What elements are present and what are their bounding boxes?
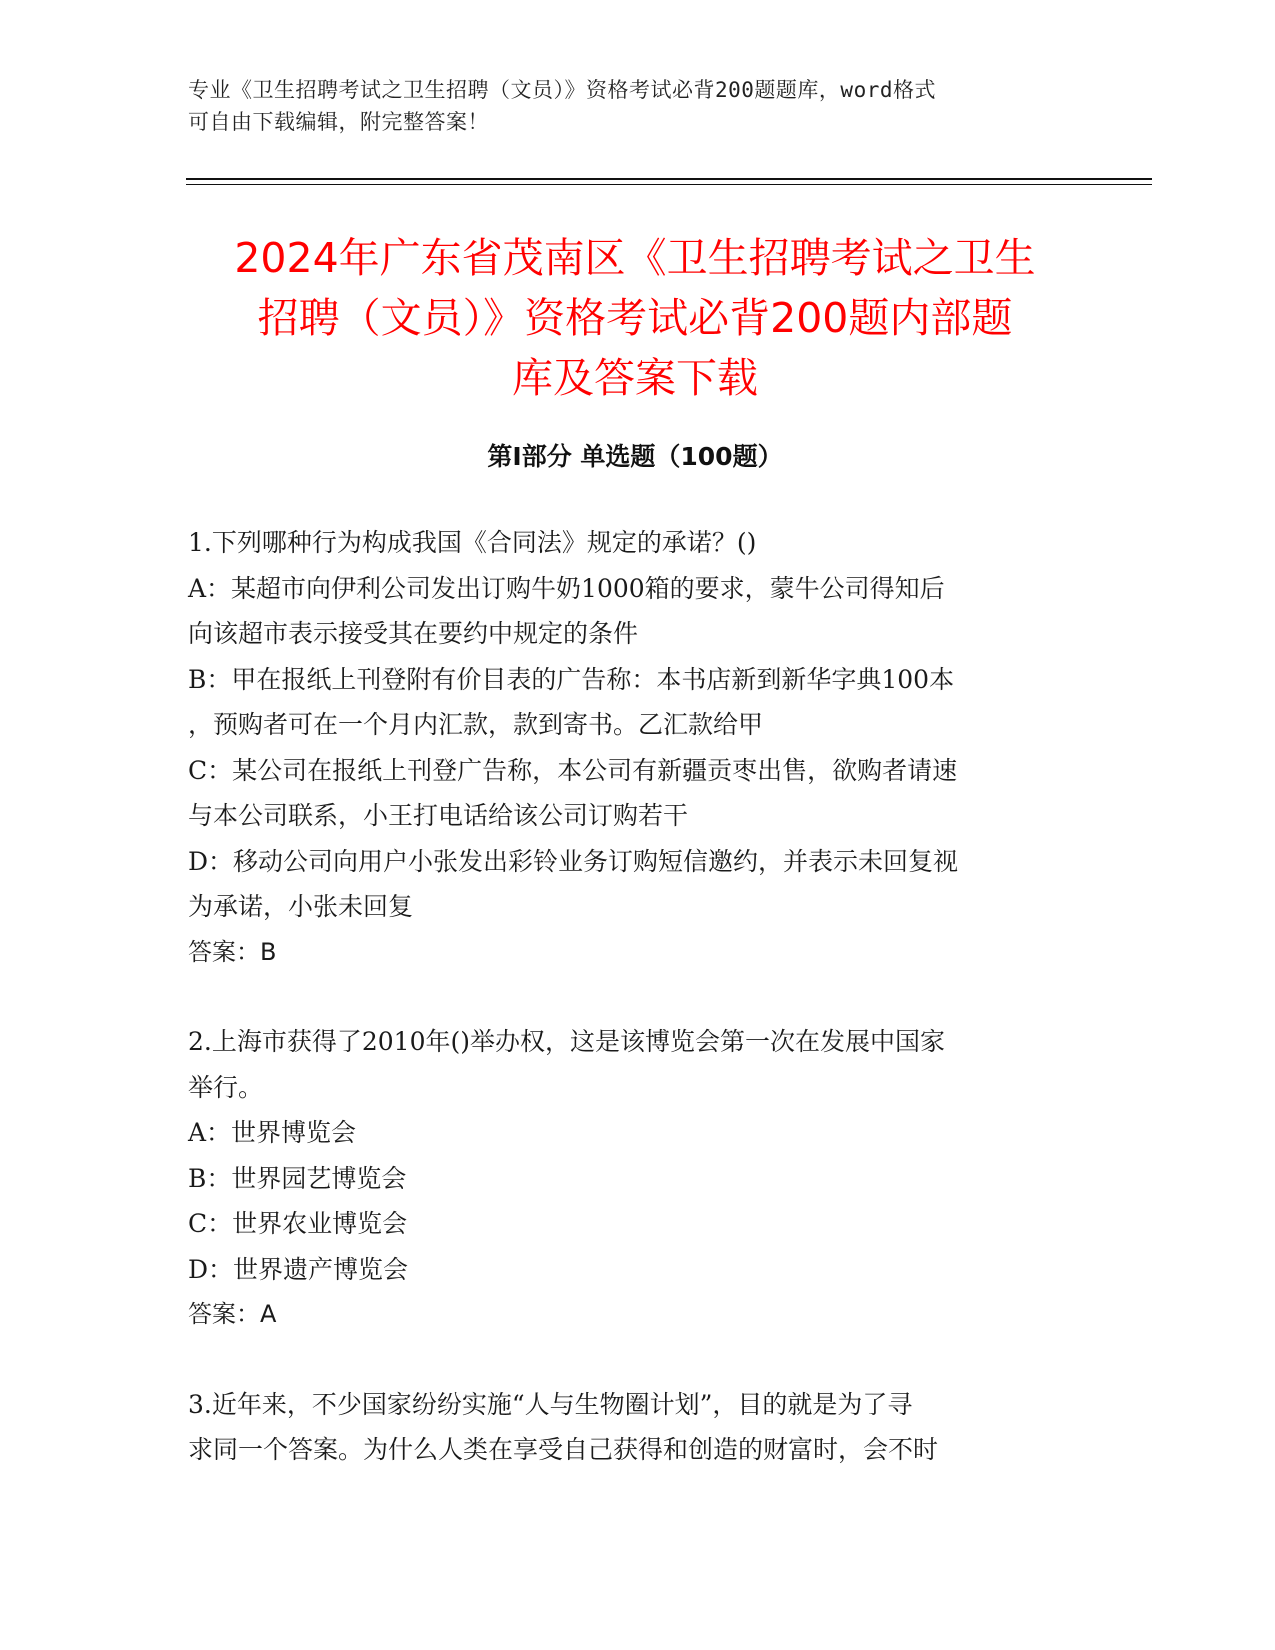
question-3 [188,1382,1068,1473]
question-stem: 举行。 [188,1072,264,1102]
header-rule-thin [186,184,1152,185]
option-a [188,566,1068,657]
option-b [188,657,1068,748]
question-list [188,520,1068,1517]
question-stem: 求同一个答案。为什么人类在享受自己获得和创造的财富时，会不时 [188,1435,939,1464]
answer-label: 答案：A [188,1300,277,1328]
header-note-line: 专业《卫生招聘考试之卫生招聘（文员）》资格考试必背200题题库，word格式 [188,78,936,102]
header-rule [186,178,1152,180]
section-title: 第Ⅰ部分 单选题（100题） [487,442,783,471]
question-stem: 1.下列哪种行为构成我国《合同法》规定的承诺？() [188,528,757,557]
question-stem: 3.近年来，不少国家纷纷实施“人与生物圈计划”，目的就是为了寻 [188,1389,913,1419]
title-line: 库及答案下载 [512,354,758,402]
option-a: A：世界博览会 [188,1118,357,1147]
title-line: 2024年广东省茂南区《卫生招聘考试之卫生 [234,234,1036,282]
header-note-line: 可自由下载编辑，附完整答案！ [188,110,489,134]
option-line: A：某超市向伊利公司发出订购牛奶1000箱的要求，蒙牛公司得知后 [188,573,945,603]
option-b: B：世界园艺博览会 [188,1163,407,1193]
question-stem: 2.上海市获得了2010年()举办权，这是该博览会第一次在发展中国家 [188,1027,945,1056]
option-line: 向该超市表示接受其在要约中规定的条件 [188,619,639,648]
option-line: ，预购者可在一个月内汇款，款到寄书。乙汇款给甲 [188,710,764,739]
header-note [188,74,1068,138]
option-line: 与本公司联系，小王打电话给该公司订购若干 [188,801,689,830]
option-c [188,748,1068,839]
option-line: B：甲在报纸上刊登附有价目表的广告称：本书店新到新华字典100本 [188,664,955,694]
document-title [160,228,1110,408]
title-line: 招聘（文员）》资格考试必背200题内部题 [257,294,1013,342]
option-c: C：世界农业博览会 [188,1209,408,1238]
answer-label: 答案：B [188,937,277,966]
option-line: 为承诺，小张未回复 [188,892,414,921]
option-line: C：某公司在报纸上刊登广告称，本公司有新疆贡枣出售，欲购者请速 [188,755,958,785]
option-line: D：移动公司向用户小张发出彩铃业务订购短信邀约，并表示未回复视 [188,846,959,876]
option-d: D：世界遗产博览会 [188,1254,409,1284]
question-2 [188,1019,1068,1338]
option-d [188,839,1068,930]
question-1 [188,520,1068,975]
